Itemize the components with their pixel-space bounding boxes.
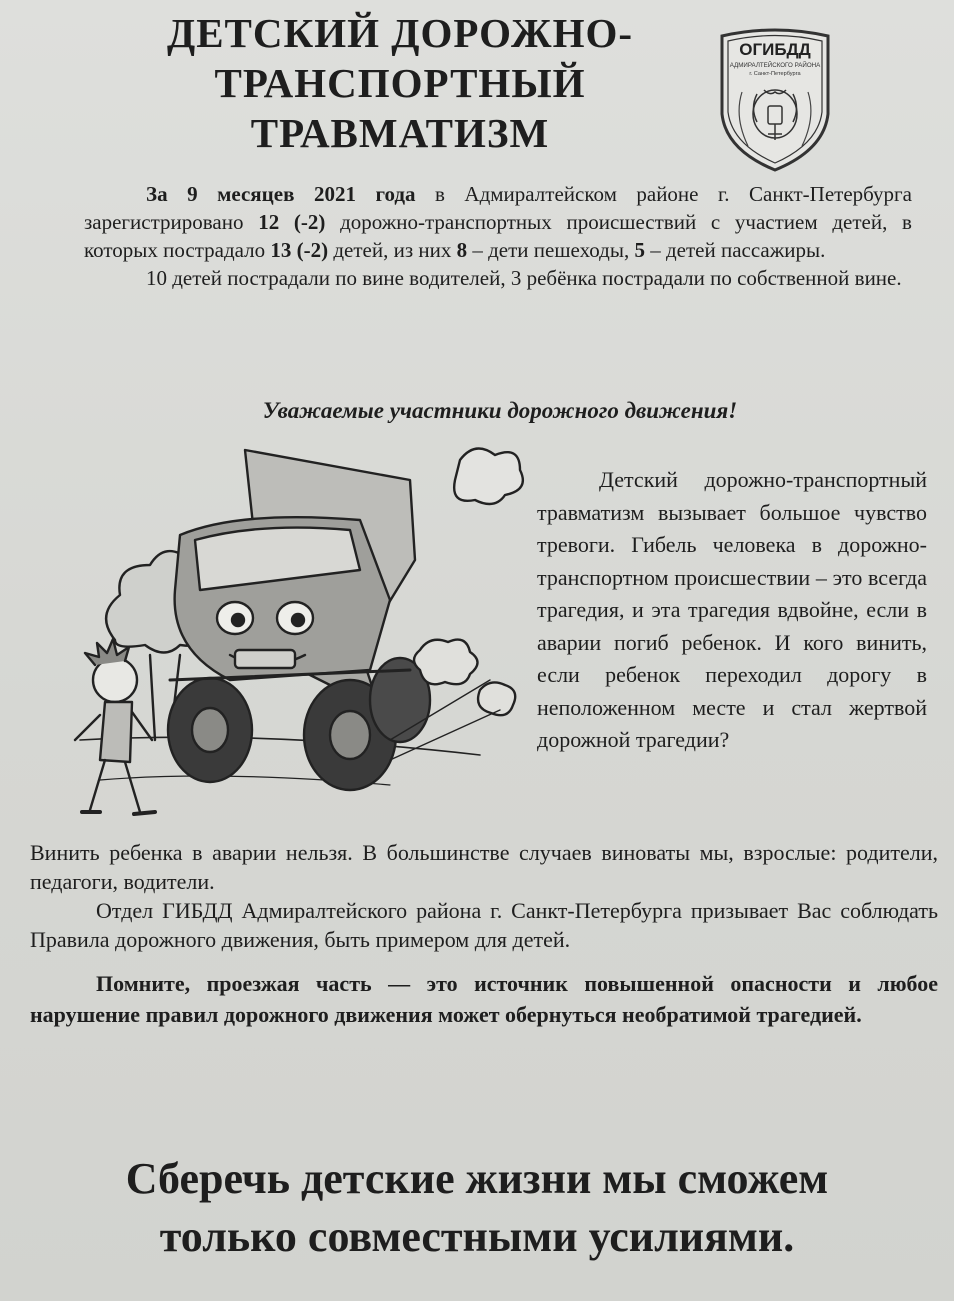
warning-paragraph: Помните, проезжая часть — это источник повышенной опасности и любое нарушение правил дорожного движения может обернуться необратимой трагедией. [30,971,938,1027]
badge-subtitle-2: г. Санкт-Петербурга [749,71,801,77]
blame-paragraph: Винить ребенка в аварии нельзя. В большинстве случаев виноваты мы, взрослые: родители, педагоги, водители. [30,840,938,894]
title-line-2: ТРАНСПОРТНЫЙ [214,60,586,106]
badge-subtitle-1: АДМИРАЛТЕЙСКОГО РАЙОНА [729,62,821,69]
police-shield-emblem-icon [712,22,838,174]
statistics-paragraph: За 9 месяцев 2021 года в Адмиралтейском районе г. Санкт-Петербурга зарегистрировано 12 (-2) дорожно-транспортных происшествий с участием детей, в которых пострадало 13 (-2) детей, из них 8 – дети пешеходы, 5 – детей пассажиры. [84,182,912,262]
title-line-3: ТРАВМАТИЗМ [250,110,550,156]
gibdd-call-paragraph: Отдел ГИБДД Адмиралтейского района г. Санкт-Петербурга призывает Вас соблюдать Правила дорожного движения, быть примером для детей. [30,898,938,952]
slogan-line-2: только совместными усилиями. [159,1212,795,1261]
slogan-line-1: Сберечь детские жизни мы сможем [125,1154,829,1203]
trauma-paragraph: Детский дорожно-транспортный травматизм вызывает большое чувство тревоги. Гибель человека в дорожно-транспортном происшествии – это всегда трагедия, и эта трагедия вдвойне, если в аварии погиб ребенок. И кого винить, если ребенок переходил дорогу в неположенном месте и стал жертвой дорожной трагедии? [537,467,927,752]
title-line-1: ДЕТСКИЙ ДОРОЖНО- [166,10,634,56]
closing-slogan [20,1150,934,1266]
cartoon-dump-truck-and-child-illustration [60,440,530,840]
badge-name: ОГИБДД [739,40,811,59]
fault-paragraph: 10 детей пострадали по вине водителей, 3 ребёнка пострадали по собственной вине. [146,266,902,290]
lower-text [30,838,938,1030]
intro-statistics [84,180,912,292]
page-title [110,8,690,158]
appeal-heading: Уважаемые участники дорожного движения! [262,398,738,423]
